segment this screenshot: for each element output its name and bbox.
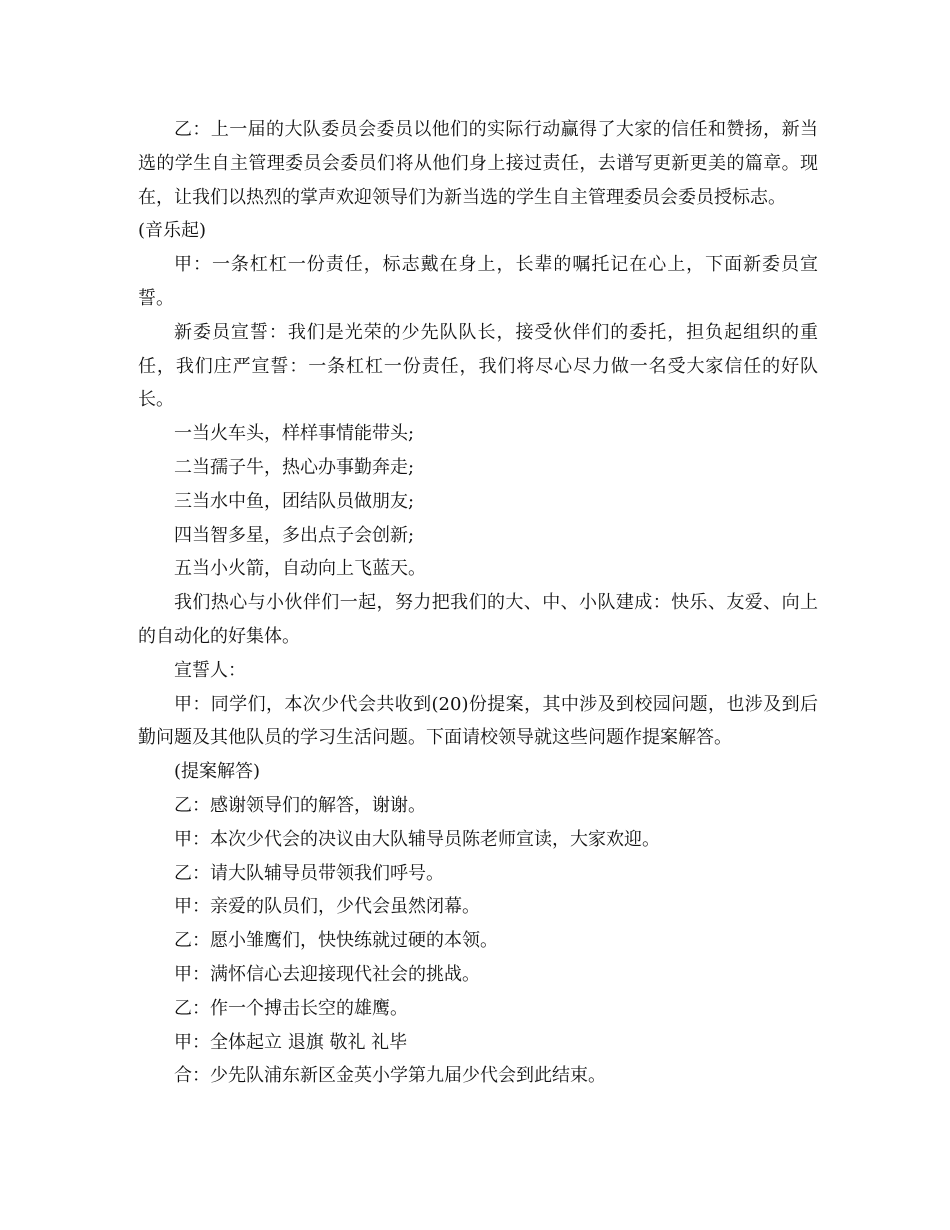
paragraph: 宣誓人： bbox=[174, 659, 246, 681]
paragraph: (音乐起) bbox=[138, 220, 207, 242]
paragraph: 甲：全体起立 退旗 敬礼 礼毕 bbox=[174, 1031, 408, 1053]
paragraph: 五当小火箭，自动向上飞蓝天。 bbox=[174, 558, 426, 580]
paragraph: 甲：同学们，本次少代会共收到(20)份提案，其中涉及到校园问题，也涉及到后勤问题及其他队员的学习生活问题。下面请校领导就这些问题作提案解答。 bbox=[138, 693, 818, 749]
paragraph: 乙：上一届的大队委员会委员以他们的实际行动赢得了大家的信任和赞扬，新当选的学生自主管理委员会委员们将从他们身上接过责任，去谱写更新更美的篇章。现在，让我们以热烈的掌声欢迎领导们为新当选的学生自主管理委员会委员授标志。 bbox=[138, 119, 818, 208]
paragraph: 甲：满怀信心去迎接现代社会的挑战。 bbox=[174, 963, 480, 985]
paragraph: 合：少先队浦东新区金英小学第九届少代会到此结束。 bbox=[174, 1065, 606, 1087]
paragraph: 我们热心与小伙伴们一起，努力把我们的大、中、小队建成：快乐、友爱、向上的自动化的好集体。 bbox=[138, 592, 818, 647]
paragraph: 乙：作一个搏击长空的雄鹰。 bbox=[174, 997, 408, 1019]
paragraph: 一当火车头，样样事情能带头; bbox=[174, 423, 415, 445]
paragraph: 甲：亲爱的队员们，少代会虽然闭幕。 bbox=[174, 896, 480, 918]
paragraph: 甲：本次少代会的决议由大队辅导员陈老师宣读，大家欢迎。 bbox=[174, 828, 660, 850]
paragraph: (提案解答) bbox=[174, 761, 261, 783]
paragraph: 三当水中鱼，团结队员做朋友; bbox=[174, 490, 415, 512]
paragraph: 四当智多星，多出点子会创新; bbox=[174, 524, 415, 546]
paragraph: 乙：愿小雏鹰们，快快练就过硬的本领。 bbox=[174, 930, 498, 952]
paragraph: 乙：请大队辅导员带领我们呼号。 bbox=[174, 862, 444, 884]
paragraph: 乙：感谢领导们的解答，谢谢。 bbox=[174, 794, 426, 816]
paragraph: 甲：一条杠杠一份责任，标志戴在身上，长辈的嘱托记在心上，下面新委员宣誓。 bbox=[138, 254, 818, 309]
paragraph: 二当孺子牛，热心办事勤奔走; bbox=[174, 456, 415, 478]
document-body bbox=[138, 113, 818, 1093]
paragraph: 新委员宣誓：我们是光荣的少先队队长，接受伙伴们的委托，担负起组织的重任，我们庄严宣誓：一条杠杠一份责任，我们将尽心尽力做一名受大家信任的好队长。 bbox=[138, 321, 818, 411]
